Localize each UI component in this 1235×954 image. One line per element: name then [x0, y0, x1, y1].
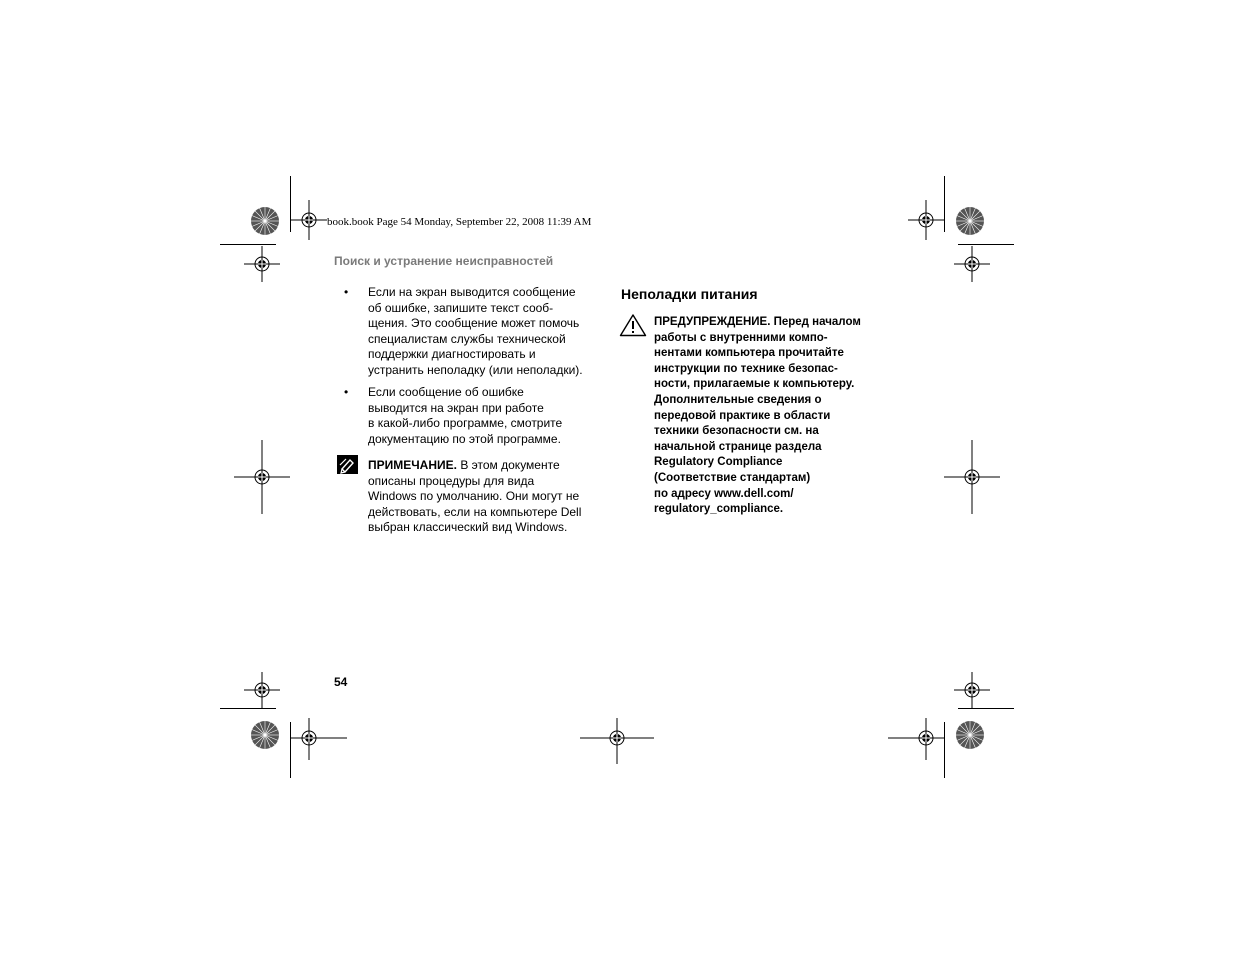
- warning-text: [654, 315, 861, 518]
- star-target-icon: [955, 720, 985, 750]
- text-line: Если сообщение об ошибке: [368, 385, 524, 399]
- registration-mark-icon: [954, 246, 990, 282]
- text-line: нентами компьютера прочитайте: [654, 347, 844, 360]
- text-line: выбран классический вид Windows.: [368, 520, 568, 535]
- text-line: поддержки диагностировать и: [368, 347, 536, 362]
- note-text: [368, 458, 581, 536]
- crop-line: [944, 722, 945, 778]
- registration-mark-icon: [244, 672, 280, 708]
- text-line: ПРЕДУПРЕЖДЕНИЕ. Перед началом: [654, 316, 861, 328]
- bullet-marker: •: [344, 385, 349, 399]
- warning-triangle-icon: [619, 313, 647, 337]
- crop-line: [958, 244, 1014, 245]
- section-heading: Неполадки питания: [621, 286, 758, 302]
- registration-mark-icon: [234, 440, 290, 514]
- text-line: Дополнительные сведения о: [654, 393, 822, 406]
- crop-line: [220, 244, 276, 245]
- text-line: (Соответствие стандартам): [654, 471, 811, 484]
- text-line: работы с внутренними компо-: [654, 331, 828, 344]
- registration-mark-icon: [944, 440, 1000, 514]
- crop-line: [220, 708, 276, 709]
- registration-mark-icon: [580, 718, 654, 764]
- text-line: Если на экран выводится сообщение: [368, 285, 576, 299]
- note-pencil-icon: [337, 455, 358, 474]
- star-target-icon: [250, 720, 280, 750]
- text-line: техники безопасности см. на: [654, 425, 819, 438]
- text-line: regulatory_compliance.: [654, 503, 784, 516]
- text-line: специалистам службы технической: [368, 331, 566, 346]
- text-line: в какой-либо программе, смотрите: [368, 416, 563, 431]
- text-line: Regulatory Compliance: [654, 456, 783, 469]
- text-line: действовать, если на компьютере Dell: [368, 504, 582, 519]
- text-line: Windows по умолчанию. Они могут не: [368, 489, 580, 504]
- registration-mark-icon: [291, 718, 347, 760]
- text-line: [368, 458, 581, 474]
- text-line: документацию по этой программе.: [368, 431, 561, 446]
- text-line: устранить неполадку (или неполадки).: [368, 362, 583, 377]
- text-line: щения. Это сообщение может помочь: [368, 316, 580, 331]
- page-number: 54: [334, 675, 348, 689]
- registration-mark-icon: [291, 200, 327, 240]
- crop-line: [958, 708, 1014, 709]
- note-label: ПРИМЕЧАНИЕ.: [368, 458, 457, 472]
- registration-mark-icon: [244, 246, 280, 282]
- text-line: начальной странице раздела: [654, 440, 822, 453]
- book-info-slug: book.book Page 54 Monday, September 22, 2008 11:39 AM: [327, 216, 592, 228]
- bullet-item: [344, 385, 604, 449]
- text-line: по адресу www.dell.com/: [654, 487, 794, 500]
- bullet-marker: •: [344, 285, 349, 299]
- registration-mark-icon: [888, 718, 944, 760]
- note-first-line: В этом документе: [456, 458, 560, 472]
- bullet-text: [368, 285, 608, 379]
- registration-mark-icon: [908, 200, 944, 240]
- star-target-icon: [955, 206, 985, 236]
- text-line: ности, прилагаемые к компьютеру.: [654, 378, 855, 391]
- running-head: Поиск и устранение неисправностей: [334, 254, 554, 268]
- bullet-text: [368, 385, 608, 447]
- text-line: описаны процедуры для вида: [368, 473, 535, 488]
- text-line: инструкции по технике безопас-: [654, 362, 838, 375]
- text-line: передовой практике в области: [654, 409, 831, 422]
- star-target-icon: [250, 206, 280, 236]
- crop-line: [944, 176, 945, 232]
- text-line: об ошибке, запишите текст сооб-: [368, 300, 554, 315]
- text-line: выводится на экран при работе: [368, 400, 544, 415]
- registration-mark-icon: [954, 672, 990, 708]
- bullet-item: [344, 285, 604, 379]
